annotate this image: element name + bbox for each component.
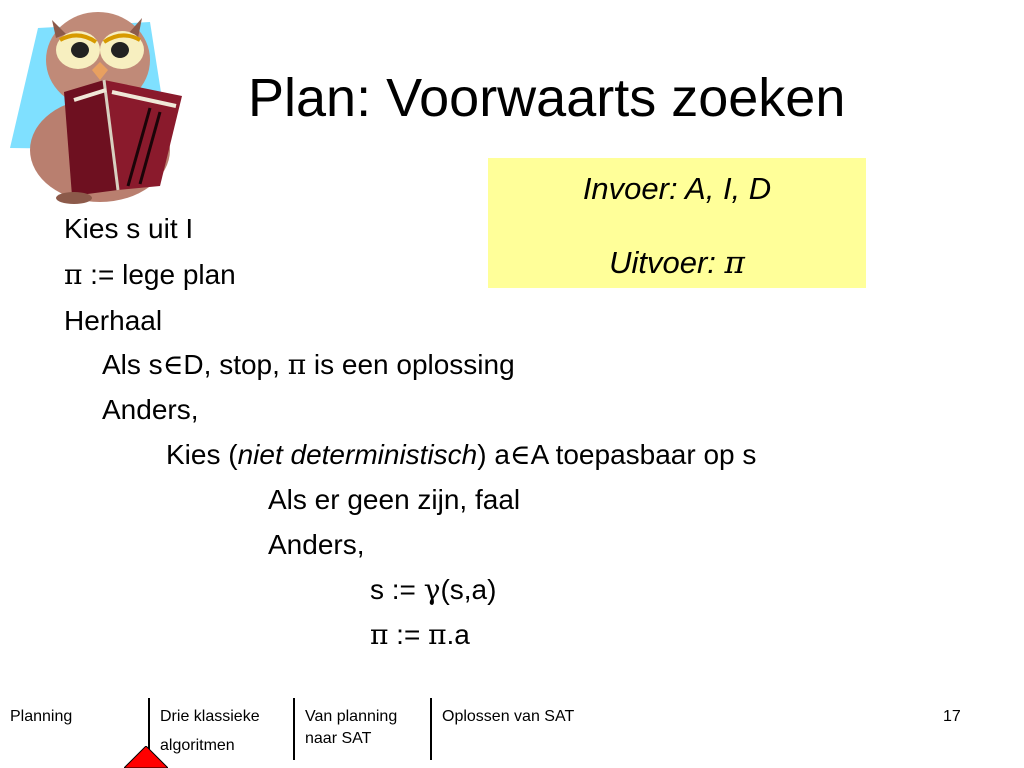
footer-section-naar-sat[interactable]: naar SAT	[305, 730, 372, 747]
input-output-box	[488, 158, 866, 288]
footer-divider	[430, 698, 432, 760]
output-label	[488, 244, 866, 282]
pi-symbol: π	[64, 258, 83, 291]
element-of-symbol: ∈	[509, 438, 531, 471]
pi-symbol: π	[370, 618, 389, 651]
element-of-symbol: ∈	[162, 348, 184, 381]
algorithm-line-7: Als er geen zijn, faal	[268, 484, 521, 515]
algorithm-line-6-suffix: A toepasbaar op s	[530, 439, 757, 470]
footer-section-van-planning[interactable]: Van planning	[305, 708, 398, 725]
algorithm-line-6-prefix: Kies (	[166, 439, 238, 470]
algorithm-line-4	[102, 348, 515, 382]
algorithm-line-1: Kies s uit I	[64, 213, 194, 244]
algorithm-line-3: Herhaal	[64, 305, 163, 336]
slide-title: Plan: Voorwaarts zoeken	[248, 68, 846, 128]
algorithm-line-6-middle: ) a	[477, 439, 510, 470]
algorithm-line-6	[166, 438, 756, 472]
algorithm-line-8: Anders,	[268, 529, 365, 560]
algorithm-line-2	[64, 258, 236, 292]
algorithm-line-9	[370, 573, 496, 607]
algorithm-line-9-prefix: s :=	[370, 574, 424, 605]
pi-symbol: π	[287, 348, 307, 381]
algorithm-line-10	[370, 618, 470, 652]
footer-section-drie-klassieke[interactable]: Drie klassieke	[160, 708, 260, 725]
algorithm-line-10-middle: :=	[388, 619, 429, 650]
algorithm-line-4-suffix: is een oplossing	[306, 349, 515, 380]
footer-navigation	[0, 690, 1024, 768]
page-number: 17	[943, 708, 961, 725]
gamma-symbol: γ	[423, 573, 441, 606]
algorithm-line-2-text: := lege plan	[82, 259, 236, 290]
footer-section-algoritmen[interactable]: algoritmen	[160, 737, 235, 754]
footer-section-oplossen-van-sat[interactable]: Oplossen van SAT	[442, 708, 575, 725]
input-label: Invoer: A, I, D	[582, 171, 772, 206]
output-label-text: Uitvoer:	[609, 245, 725, 280]
algorithm-line-5: Anders,	[102, 394, 199, 425]
pi-symbol: π	[428, 618, 447, 651]
owl-reading-book-icon	[0, 0, 200, 205]
footer-section-planning[interactable]: Planning	[10, 708, 73, 725]
footer-divider	[293, 698, 295, 760]
algorithm-line-10-suffix: .a	[446, 619, 470, 650]
algorithm-line-4-prefix: Als s	[102, 349, 163, 380]
algorithm-line-6-emphasis: niet deterministisch	[237, 439, 478, 470]
current-section-marker-icon	[124, 746, 168, 768]
algorithm-line-4-middle: D, stop,	[183, 349, 288, 380]
pi-symbol: π	[724, 245, 745, 281]
algorithm-line-9-suffix: (s,a)	[440, 574, 497, 605]
